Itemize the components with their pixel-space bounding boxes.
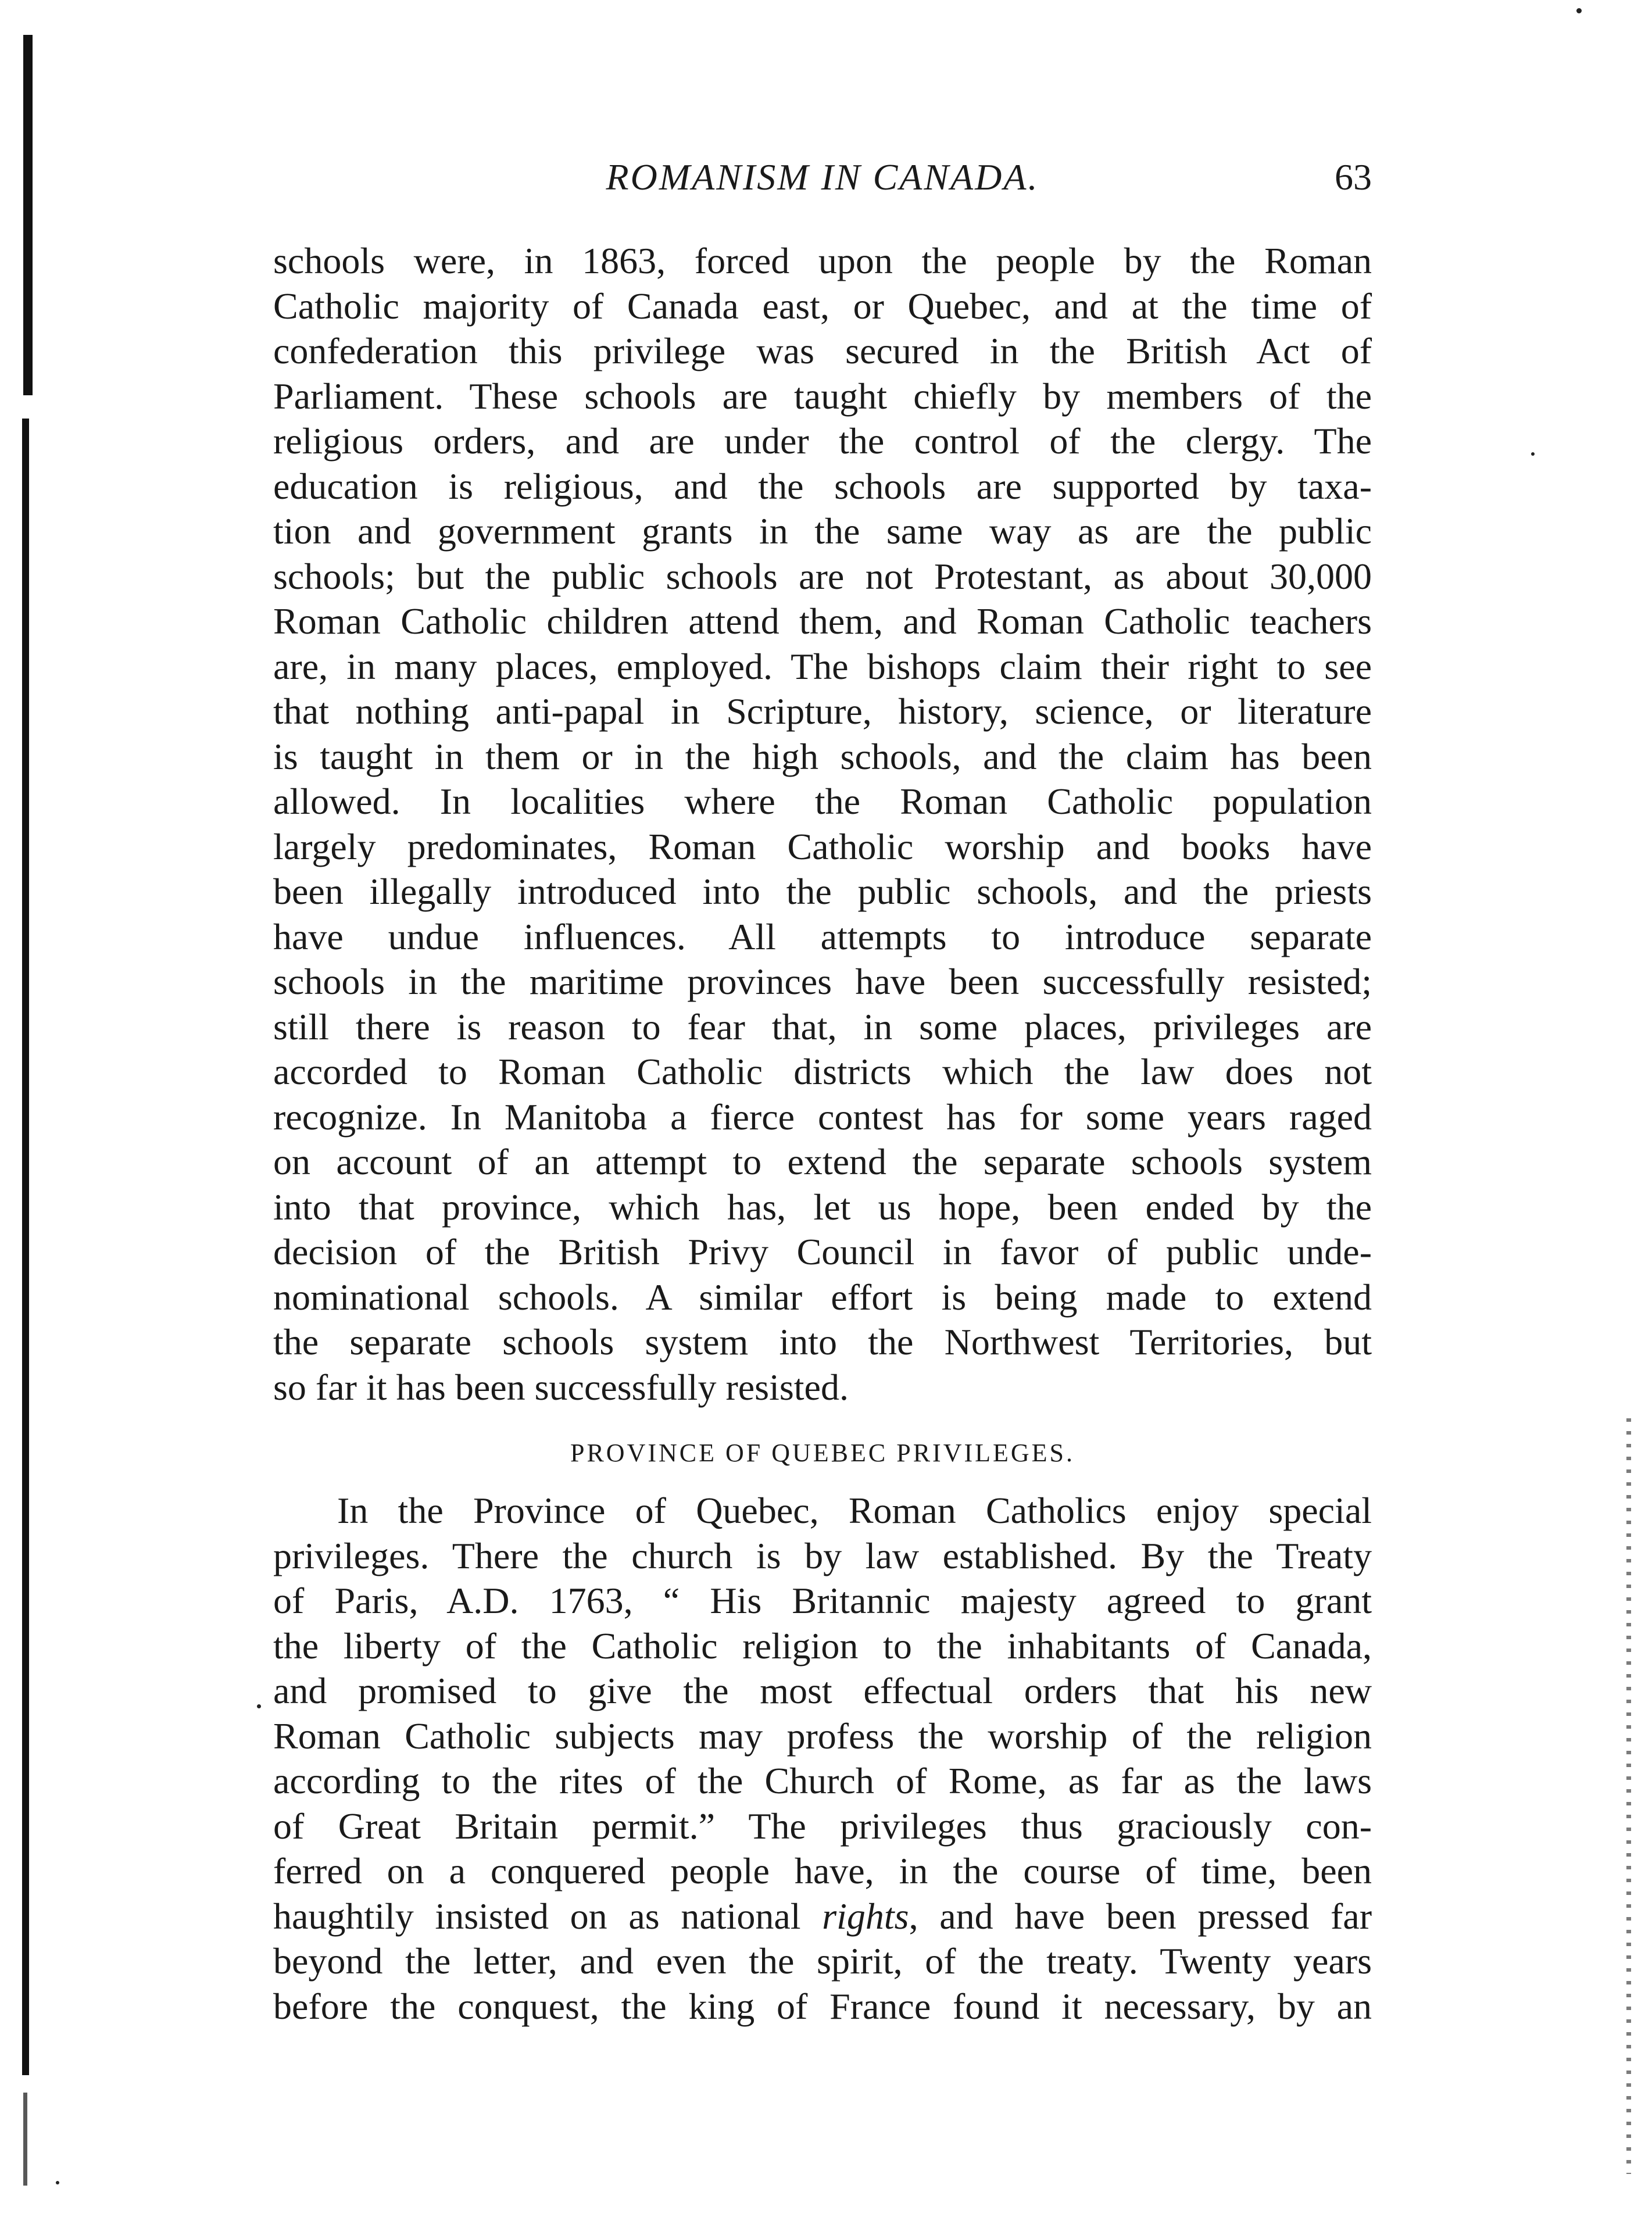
text-line: is taught in them or in the high schools, and the claim has been (273, 735, 1372, 777)
italic-word: rights (822, 1895, 909, 1937)
text-line: privileges. There the church is by law established. By the Treaty (273, 1535, 1372, 1576)
scan-edge-bar (23, 35, 33, 395)
text-line: on account of an attempt to extend the separate schools system (273, 1141, 1372, 1182)
text-line: the liberty of the Catholic religion to the inhabitants of Canada, (273, 1625, 1372, 1667)
scan-edge-bar (22, 419, 29, 2075)
section-heading: PROVINCE OF QUEBEC PRIVILEGES. (570, 1439, 1075, 1467)
text-line: recognize. In Manitoba a fierce contest has for some years raged (273, 1096, 1372, 1138)
running-head (273, 151, 1372, 203)
paragraph-1 (273, 238, 1372, 1410)
text-line: that nothing anti-papal in Scripture, history, science, or literature (273, 691, 1372, 732)
scan-edge-bar (23, 2093, 27, 2186)
scan-speck (56, 2181, 59, 2184)
text-line: In the Province of Quebec, Roman Catholics enjoy special (337, 1490, 1372, 1531)
text-line: decision of the British Privy Council in favor of public unde- (273, 1231, 1372, 1272)
text-run: , and have been pressed far (909, 1895, 1372, 1937)
text-line: schools; but the public schools are not Protestant, as about 30,000 (273, 555, 1372, 597)
text-line-with-italic (273, 1894, 1372, 1939)
scan-speck (257, 1704, 261, 1708)
text-line: religious orders, and are under the control of the clergy. The (273, 420, 1372, 462)
scan-speck (1531, 452, 1535, 456)
text-line: Catholic majority of Canada east, or Quebec, and at the time of (273, 285, 1372, 327)
text-line: education is religious, and the schools are supported by taxa- (273, 465, 1372, 507)
text-line: confederation this privilege was secured in the British Act of (273, 330, 1372, 371)
text-line: of Great Britain permit.” The privileges thus graciously con- (273, 1805, 1372, 1847)
page-number: 63 (1335, 156, 1372, 198)
text-line: allowed. In localities where the Roman Catholic population (273, 781, 1372, 822)
text-line: been illegally introduced into the public schools, and the priests (273, 871, 1372, 912)
text-line: ferred on a conquered people have, in the course of time, been (273, 1850, 1372, 1891)
text-line: tion and government grants in the same way as are the public (273, 510, 1372, 552)
text-line: and promised to give the most effectual orders that his new (273, 1670, 1372, 1711)
text-line: largely predominates, Roman Catholic worship and books have (273, 825, 1372, 867)
text-line: according to the rites of the Church of Rome, as far as the laws (273, 1760, 1372, 1801)
text-line: into that province, which has, let us hope, been ended by the (273, 1186, 1372, 1228)
text-line: Roman Catholic subjects may profess the worship of the religion (273, 1715, 1372, 1757)
text-line: Parliament. These schools are taught chiefly by members of the (273, 375, 1372, 417)
text-line: schools in the maritime provinces have been successfully resisted; (273, 961, 1372, 1002)
running-title: ROMANISM IN CANADA. (606, 156, 1039, 198)
text-line: still there is reason to fear that, in some places, privileges are (273, 1006, 1372, 1047)
text-line: of Paris, A.D. 1763, “ His Britannic majesty agreed to grant (273, 1580, 1372, 1621)
text-line: beyond the letter, and even the spirit, of the treaty. Twenty years (273, 1940, 1372, 1982)
text-line: have undue influences. All attempts to introduce separate (273, 916, 1372, 957)
text-line: accorded to Roman Catholic districts which the law does not (273, 1051, 1372, 1092)
text-line: are, in many places, employed. The bishops claim their right to see (273, 645, 1372, 687)
text-line: schools were, in 1863, forced upon the people by the Roman (273, 240, 1372, 281)
text-line: Roman Catholic children attend them, and Roman Catholic teachers (273, 600, 1372, 642)
text-line: so far it has been successfully resisted. (273, 1366, 849, 1408)
scan-speck (1576, 8, 1582, 13)
paragraph-2 (273, 1488, 1372, 2029)
text-line: nominational schools. A similar effort is being made to extend (273, 1276, 1372, 1318)
text-run: haughtily insisted on as national (273, 1895, 823, 1937)
text-line: before the conquest, the king of France found it necessary, by an (273, 1985, 1372, 2027)
text-line: the separate schools system into the Northwest Territories, but (273, 1321, 1372, 1363)
scan-margin-noise (1626, 1418, 1631, 2174)
